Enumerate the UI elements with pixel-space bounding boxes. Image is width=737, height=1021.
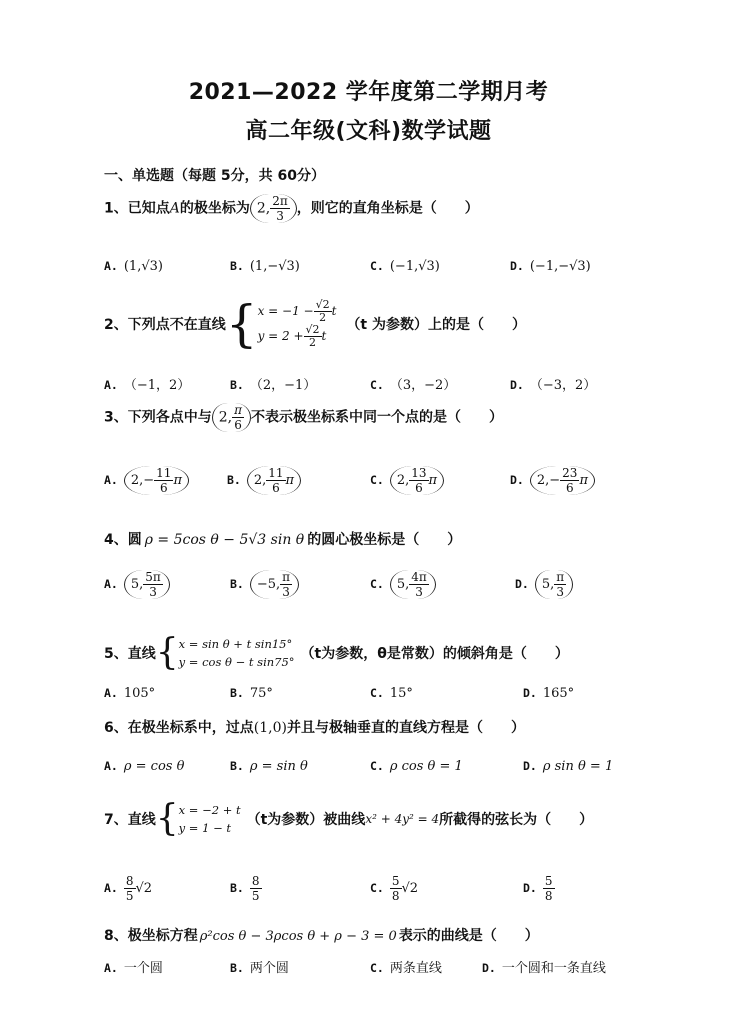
q4-option-c: C. 5, $\frac{4\pi}{3}$ xyxy=(370,570,436,599)
q4-stem-a: 4、圆 xyxy=(104,532,142,548)
q5-eq2: y = cos θ − t sin75° xyxy=(178,655,295,669)
q7-brace: { xyxy=(155,798,179,839)
q3-coord: 2, $\frac{\pi}{6}$ xyxy=(212,403,251,432)
q6-option-a: A. ρ = cos θ xyxy=(104,759,185,774)
q7-system xyxy=(179,801,241,837)
q8-option-d: D. 一个圆和一条直线 xyxy=(482,961,606,976)
q8-option-b: B. 两个圆 xyxy=(230,961,289,976)
q7-stem-c: 所截得的弦长为（ ） xyxy=(439,812,594,828)
q2-option-a: A. （−1，2） xyxy=(104,378,191,393)
q6-option-b: B. ρ = sin θ xyxy=(230,759,308,774)
q3-option-b: B. 2, $\frac{11}{6}$ π xyxy=(227,466,301,495)
q2-option-c: C. （3，−2） xyxy=(370,378,457,393)
exam-subtitle: 高二年级(文科)数学试题 xyxy=(245,119,492,144)
question-5 xyxy=(104,632,569,674)
q6-point: (1,0) xyxy=(253,720,287,736)
q7-eq1: x = −2 + t xyxy=(178,803,241,817)
q3-stem-b: 不表示极坐标系中同一个点的是（ ） xyxy=(251,409,504,426)
question-7 xyxy=(104,798,593,840)
q2-brace: { xyxy=(225,295,258,353)
q5-stem-a: 5、直线 xyxy=(104,646,156,662)
q3-stem-a: 3、下列各点中与 xyxy=(104,409,212,426)
q1-option-c: C. (−1,√3) xyxy=(370,259,440,274)
q1-stem-b: 的极坐标为 xyxy=(179,200,250,217)
q5-system xyxy=(179,635,295,671)
q4-formula: ρ = 5cos θ − 5√3 sin θ xyxy=(144,532,305,548)
q7-stem-a: 7、直线 xyxy=(104,812,156,828)
q1-frac-den: 3 xyxy=(276,209,284,223)
q7-option-b: B. $\frac{8}{5}$ xyxy=(230,874,260,903)
q3-option-d: D. 2,− $\frac{23}{6}$ π xyxy=(510,466,595,495)
q2-stem-a: 2、下列点不在直线 xyxy=(104,317,226,333)
q1-coord: 2, $\frac{2\pi}{3}$ xyxy=(250,194,297,223)
q4-stem-b: 的圆心极坐标是（ ） xyxy=(307,532,462,548)
question-1 xyxy=(104,194,479,223)
question-2 xyxy=(104,294,526,354)
section-heading: 一、单选题（每题 5分，共 60分） xyxy=(104,168,325,184)
q8-stem-a: 8、极坐标方程 xyxy=(104,928,198,944)
q5-option-a: A. 105° xyxy=(104,686,156,701)
q8-option-a: A. 一个圆 xyxy=(104,961,163,976)
q2-eq2: y = 2 + $\frac{√2}{2}$ t xyxy=(257,323,327,349)
q2-option-b: B. （2，−1） xyxy=(230,378,317,393)
q1-option-d: D. (−1,−√3) xyxy=(510,259,591,274)
question-8 xyxy=(104,925,539,945)
q1-point: A xyxy=(169,200,180,217)
question-6 xyxy=(104,717,525,737)
q1-coord-r: 2 xyxy=(256,200,266,217)
q3-option-a: A. 2,− $\frac{11}{6}$ π xyxy=(104,466,189,495)
q7-stem-b: （t为参数）被曲线 xyxy=(246,812,366,828)
q5-option-b: B. 75° xyxy=(230,686,273,701)
q1-stem-c: ，则它的直角坐标是（ ） xyxy=(296,200,479,217)
q1-option-a: A. (1,√3) xyxy=(104,259,163,274)
q5-brace: { xyxy=(155,632,179,673)
q5-eq1: x = sin θ + t sin15° xyxy=(178,637,293,651)
q4-option-a: A. 5, $\frac{5\pi}{3}$ xyxy=(104,570,170,599)
q6-option-d: D. ρ sin θ = 1 xyxy=(523,759,614,774)
q2-option-d: D. （−3，2） xyxy=(510,378,597,393)
q7-option-a: A. $\frac{8}{5}$ √2 xyxy=(104,874,153,903)
q7-option-d: D. $\frac{5}{8}$ xyxy=(523,874,553,903)
q6-stem-a: 6、在极坐标系中，过点 xyxy=(104,720,254,736)
q1-coord-frac xyxy=(270,194,290,223)
q4-option-b: B. −5, $\frac{\pi}{3}$ xyxy=(230,570,299,599)
q8-option-c: C. 两条直线 xyxy=(370,961,442,976)
q5-stem-b: （t为参数，θ是常数）的倾斜角是（ ） xyxy=(300,646,569,662)
q6-option-c: C. ρ cos θ = 1 xyxy=(370,759,463,774)
q1-option-b: B. (1,−√3) xyxy=(230,259,300,274)
q7-eq2: y = 1 − t xyxy=(178,821,231,835)
q2-stem-b: （t 为参数）上的是（ ） xyxy=(346,317,526,333)
q3-option-c: C. 2, $\frac{13}{6}$ π xyxy=(370,466,444,495)
q8-stem-b: 表示的曲线是（ ） xyxy=(398,928,539,944)
q1-stem-a: 1、已知点 xyxy=(104,200,170,217)
question-3 xyxy=(104,403,503,432)
q6-stem-b: 并且与极轴垂直的直线方程是（ ） xyxy=(286,720,525,736)
question-4 xyxy=(104,529,461,549)
q2-system xyxy=(258,299,337,349)
q5-option-c: C. 15° xyxy=(370,686,413,701)
q1-frac-num: 2π xyxy=(272,194,288,208)
q2-eq1: x = −1 − $\frac{√2}{2}$ t xyxy=(257,298,337,324)
q7-curve: x² + 4y² = 4 xyxy=(365,812,440,826)
exam-title: 2021—2022 学年度第二学期月考 xyxy=(188,80,549,105)
q5-option-d: D. 165° xyxy=(523,686,575,701)
q7-option-c: C. $\frac{5}{8}$ √2 xyxy=(370,874,419,903)
q4-option-d: D. 5, $\frac{\pi}{3}$ xyxy=(515,570,573,599)
q8-formula: ρ²cos θ − 3ρcos θ + ρ − 3 = 0 xyxy=(199,929,397,944)
